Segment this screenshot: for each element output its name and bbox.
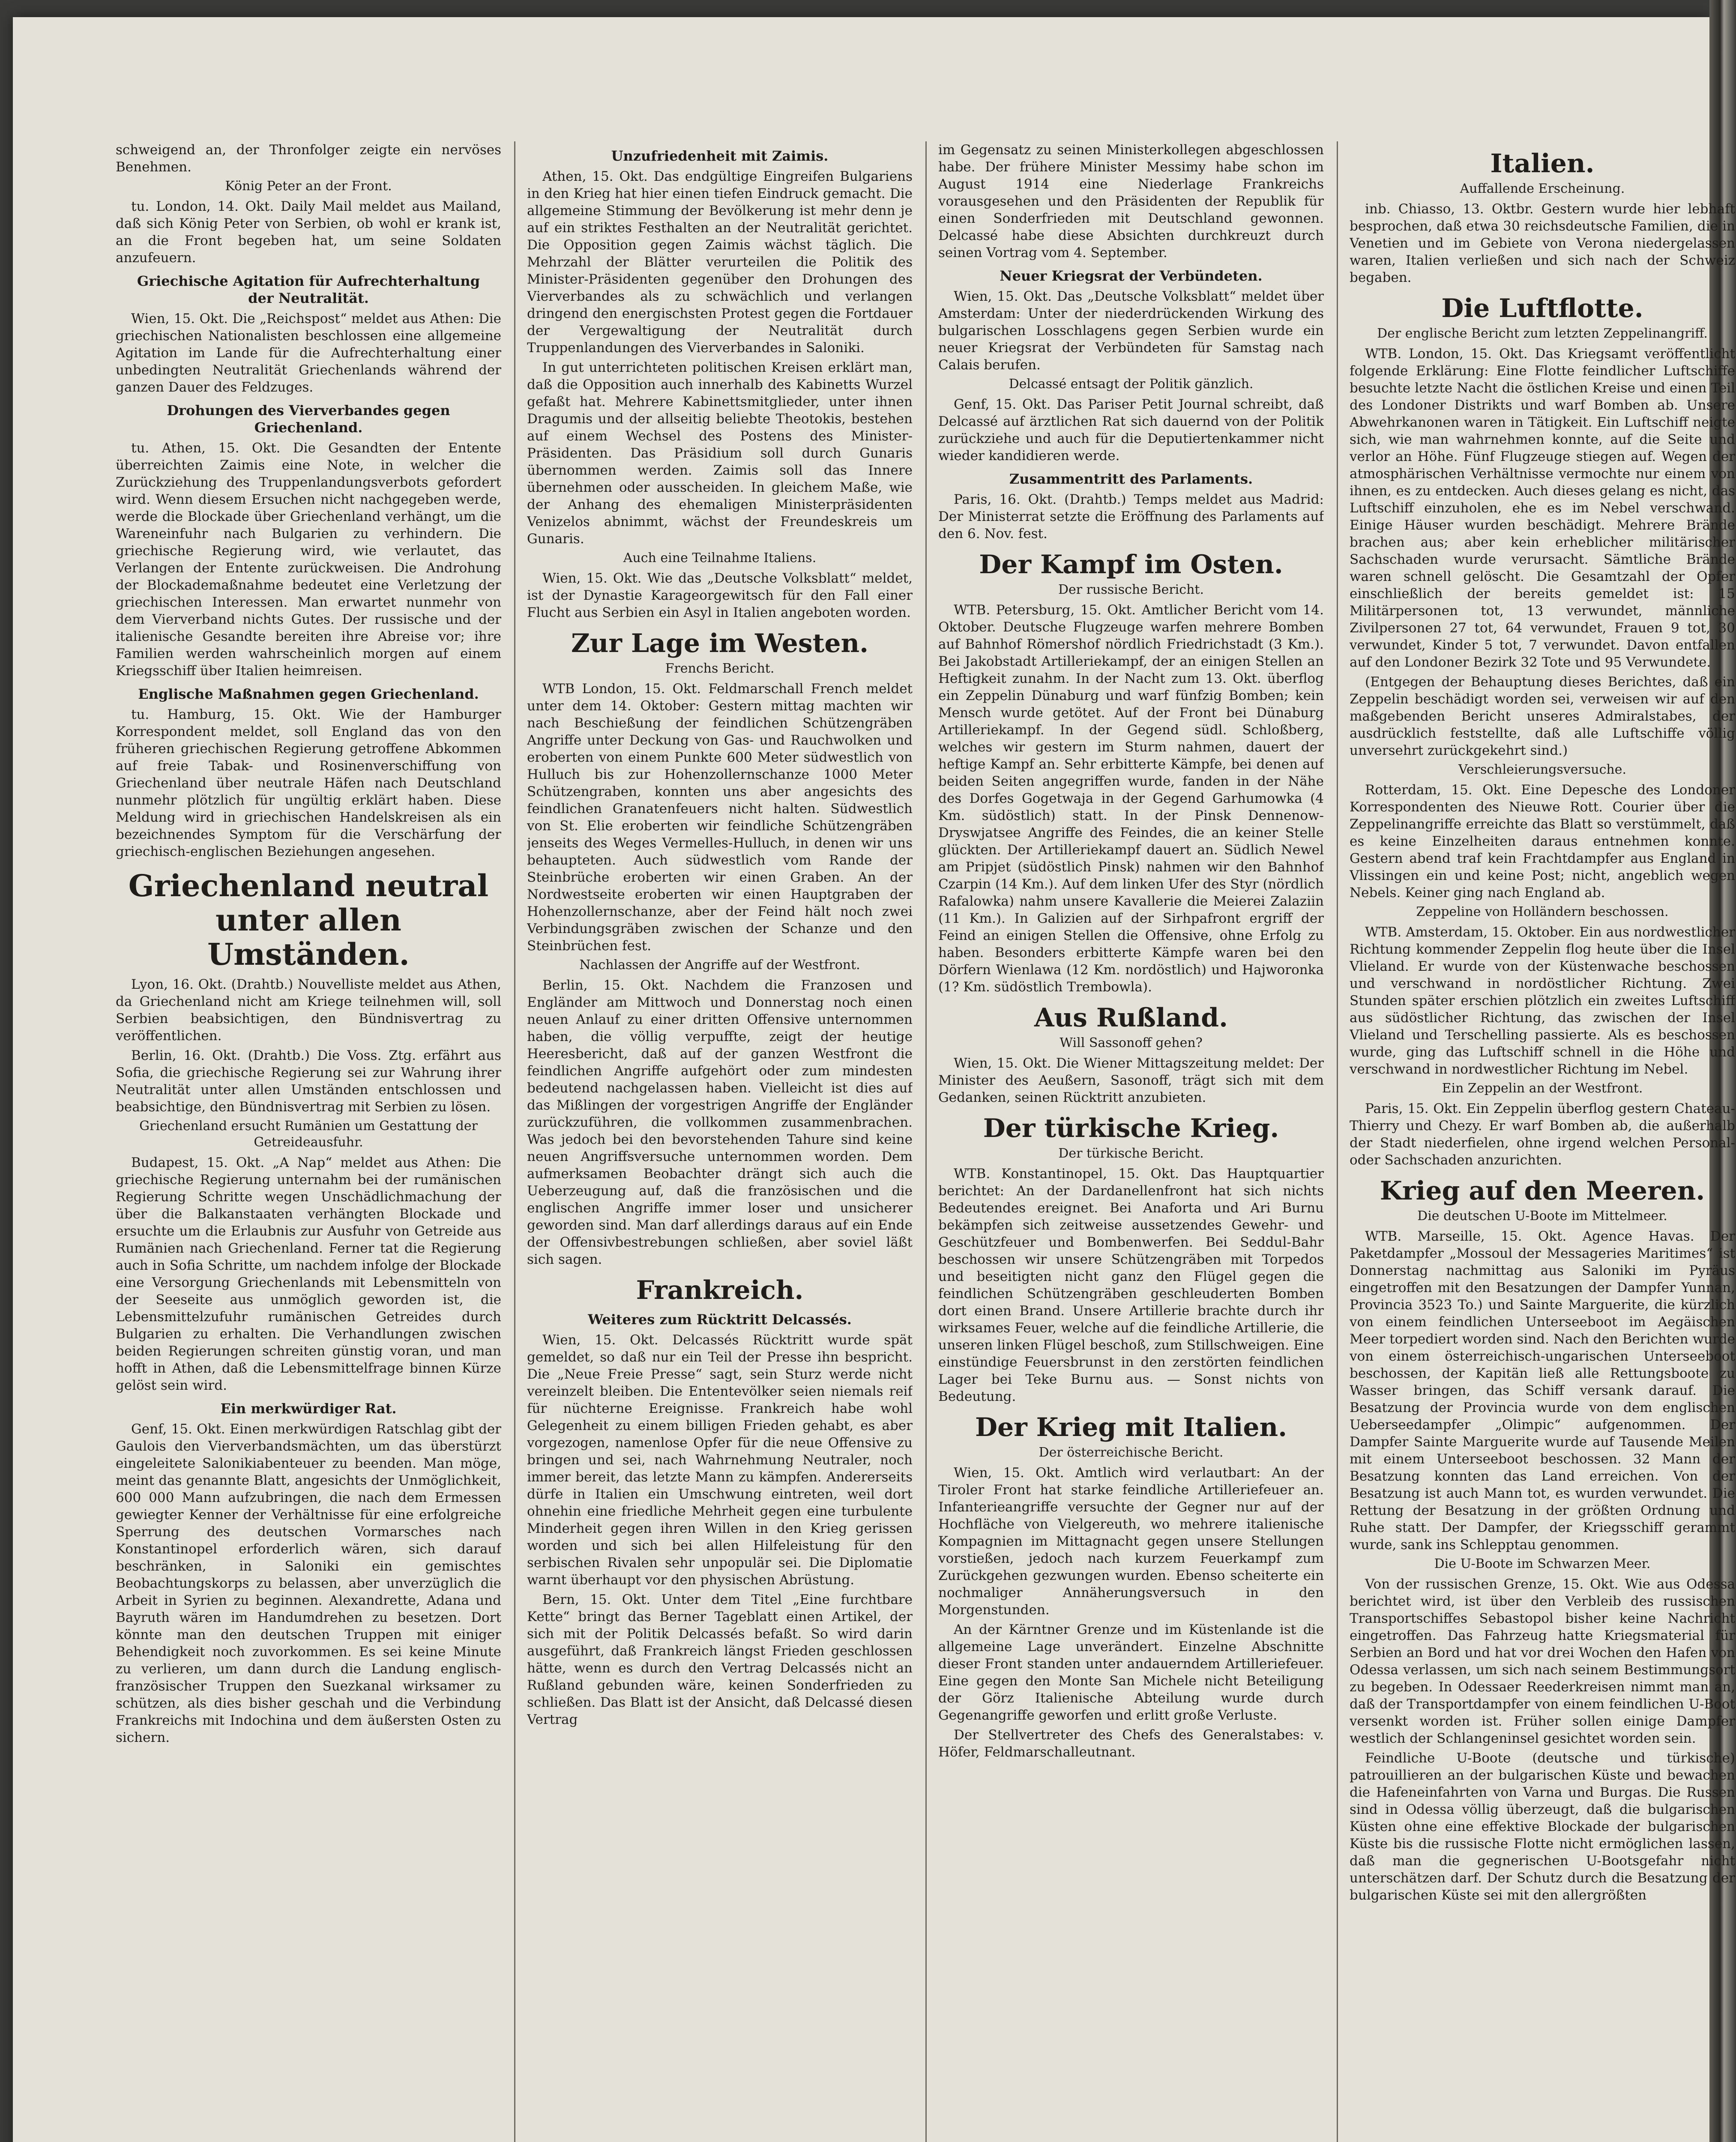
headline: Der Kampf im Osten. bbox=[979, 550, 1283, 580]
column-rule bbox=[925, 141, 927, 2142]
paragraph: In gut unterrichteten politischen Kreisen erklärt man, daß die Opposition auch innerhalb des Kabinetts Wurzel gefaßt hat. Mehrere Kabinettsmitglieder, unter ihnen Dragumis und der allseitig beliebte Theotokis, bestehen auf einem Wechsel des Postens des Minister-Präsidenten. Das Präsidium soll durch Gunaris übernommen werden. Zaimis soll das Innere übernehmen oder ausscheiden. In gleichem Maße, wie der Anhang des ehemaligen Ministerpräsidenten Venizelos abnimmt, wächst der Freundeskreis um Gunaris. bbox=[527, 360, 913, 547]
paragraph: tu. London, 14. Okt. Daily Mail meldet aus Mailand, daß sich König Peter von Serbien, ob wohl er krank ist, an die Front begeben hat, um seine Soldaten anzufeuern. bbox=[116, 199, 501, 266]
paragraph: Paris, 15. Okt. Ein Zeppelin überflog gestern Chateau-Thierry und Chezy. Er warf Bomben ab, die außerhalb der Stadt niederfielen, ohne irgend welchen Personal- oder Sachschaden anzurichten. bbox=[1350, 1101, 1735, 1168]
paragraph: Genf, 15. Okt. Das Pariser Petit Journal schreibt, daß Delcassé auf ärztlichen Rat sich dauernd von der Politik zurückziehe und auch für die Deputiertenkammer nicht wieder kandidieren werde. bbox=[938, 397, 1324, 464]
paragraph: WTB. Amsterdam, 15. Oktober. Ein aus nordwestlicher Richtung kommender Zeppelin flog heute über die Insel Vlieland. Er wurde von der Küstenwache beschossen und verschwand in nordöstlicher Richtung. Zwei Stunden später erschien plötzlich ein zweites Luftschiff aus südöstlicher Richtung, das zwischen der Insel Vlieland und Terschelling passierte. Als es beschossen wurde, ging das Luftschiff schnell in die Höhe und verschwand in nordwestlicher Richtung im Nebel. bbox=[1350, 924, 1735, 1077]
paragraph: Paris, 16. Okt. (Drahtb.) Temps meldet aus Madrid: Der Ministerrat setzte die Eröffnung des Parlaments auf den 6. Nov. fest. bbox=[938, 492, 1324, 541]
section-heading: Ein Zeppelin an der Westfront. bbox=[1442, 1081, 1643, 1096]
paragraph: Von der russischen Grenze, 15. Okt. Wie aus Odessa berichtet wird, ist über den Verbleib des russischen Transportschiffes Sebastopol bisher keine Nachricht eingetroffen. Das Fahrzeug hatte Kriegsmaterial für Serbien an Bord und hat vor drei Wochen den Hafen von Odessa verlassen, um sich nach seinem Bestimmungsort zu begeben. In Odessaer Reederkreisen nimmt man an, daß der Transportdampfer von einem feindlichen U-Boot versenkt worden ist. Früher sollen einige Dampfer westlich der Schlangeninsel gesichtet worden sein. bbox=[1350, 1577, 1735, 1746]
paragraph: Berlin, 16. Okt. (Drahtb.) Die Voss. Ztg. erfährt aus Sofia, die griechische Regierung sei zur Wahrung ihrer Neutralität unter allen Umständen entschlossen und beabsichtige, den Bündnisvertrag mit Serbien zu lösen. bbox=[116, 1048, 501, 1115]
column-3 bbox=[938, 141, 1324, 2142]
paragraph: tu. Athen, 15. Okt. Die Gesandten der Entente überreichten Zaimis eine Note, in welcher die Zurückziehung des Truppenlandungsverbots gefordert wird. Wenn diesem Ersuchen nicht nachgegeben werde, werde die Blockade über Griechenland verhängt, um die Wareneinfuhr nach Bulgarien zu verhindern. Die griechische Regierung wird, wie verlautet, das Verlangen der Entente zurückweisen. Die Androhung der Blockademaßnahme bedeutet eine Verletzung der griechischen Interessen. Man erwartet nunmehr von dem Vierverband nichts Gutes. Der russische und der italienische Gesandte bereiten ihre Abreise vor; ihre Familien werden wahrscheinlich morgen auf einem Kriegsschiff über Italien heimreisen. bbox=[116, 440, 501, 679]
sub-heading: Der österreichische Bericht. bbox=[1039, 1445, 1224, 1460]
paragraph: Lyon, 16. Okt. (Drahtb.) Nouvelliste meldet aus Athen, da Griechenland nicht am Kriege teilnehmen will, soll Serbien beabsichtigen, den Bündnisvertrag zu veröffentlichen. bbox=[116, 977, 501, 1044]
paragraph: WTB. Marseille, 15. Okt. Agence Havas. Der Paketdampfer „Mossoul der Messageries Maritimes“ ist Donnerstag nachmittag aus Saloniki im Pyräus eingetroffen mit den Besatzungen der Dampfer Yunnan, Provincia 3523 To.) und Sainte Marguerite, die kürzlich von einem feindlichen Unterseeboot im Aegäischen Meer torpediert worden sind. Nach den Berichten wurde von einem österreichisch-ungarischen Unterseeboot beschossen, der Kapitän ließ alle Rettungsboote zu Wasser bringen, das Schiff versank darauf. Die Besatzung der Provincia wurde von dem englischen Ueberseedampfer „Olimpic“ aufgenommen. Der Dampfer Sainte Marguerite wurde auf Tausende Meilen mit einem Unterseeboot beschossen. 32 Mann der Besatzung konnten das Land erreichen. Von der Besatzung ist auch Mann tot, es wurden verwundet. Die Rettung der Besatzung in der größten Ordnung und Ruhe statt. Der Dampfer, der Kriegsschiff gerammt wurde, sank ins Schlepptau genommen. bbox=[1350, 1229, 1735, 1553]
headline: Griechenland neutral unter allen Umständen. bbox=[128, 868, 489, 972]
paragraph: Feindliche U-Boote (deutsche und türkische) patrouillieren an der bulgarischen Küste und bewachen die Hafeneinfahrten von Varna und Burgas. Die Russen sind in Odessa völlig überzeugt, daß die bulgarischen Küsten ohne eine effektive Blockade der bulgarischen Küste bis die russische Flotte nicht ermöglichen lassen, daß man die gegnerischen U-Bootsgefahr nicht unterschätzen darf. Der Schutz durch die Besatzung der bulgarischen Küste sei mit den allergrößten bbox=[1350, 1750, 1735, 1903]
paragraph: Wien, 15. Okt. Amtlich wird verlautbart: An der Tiroler Front hat starke feindliche Artilleriefeuer an. Infanterieangriffe versuchte der Gegner nur auf der Hochfläche von Vielgereuth, wo mehrere italienische Kompagnien im Mittagnacht gegen unsere Stellungen vorstießen, jedoch nach kurzem Feuerkampf zum Zurückgehen gezwungen wurden. Ebenso scheiterte ein nochmaliger Annäherungsversuch in den Morgenstunden. bbox=[938, 1465, 1324, 1618]
paragraph: Athen, 15. Okt. Das endgültige Eingreifen Bulgariens in den Krieg hat hier einen tiefen Eindruck gemacht. Die allgemeine Stimmung der Bevölkerung ist mehr denn je auf ein striktes Festhalten an der Neutralität gerichtet. Die Opposition gegen Zaimis wächst täglich. Die Mehrzahl der Blätter verurteilen die Politik des Minister-Präsidenten gegenüber den Drohungen des Vierverbandes als zu schwächlich und verlangen dringend den energischsten Protest gegen die Fortdauer der Vergewaltigung der Neutralität durch Truppenlandungen des Vierverbandes in Saloniki. bbox=[527, 169, 913, 356]
section-heading: Die U-Boote im Schwarzen Meer. bbox=[1434, 1556, 1651, 1571]
section-heading: Zusammentritt des Parlaments. bbox=[1009, 471, 1253, 487]
paragraph: WTB. London, 15. Okt. Das Kriegsamt veröffentlicht folgende Erklärung: Eine Flotte feindlicher Luftschiffe besuchte letzte Nacht die östlichen Kreise und einen Teil des Londoner Distrikts und warf Bomben ab. Unsere Abwehrkanonen waren in Tätigkeit. Ein Luftschiff neigte sich, wie man wahrnehmen konnte, auf die Seite und verlor an Höhe. Fünf Flugzeuge stiegen auf. Wegen der atmosphärischen Verhältnisse vermochte nur einem von ihnen, es zu entdecken. Auch dieses gelang es nicht, das Luftschiff einzuholen, ehe es im Nebel verschwand. Einige Häuser wurden beschädigt. Mehrere Brände brachen aus; aber kein erheblicher militärischer Sachschaden wurde verursacht. Sämtliche Brände waren schnell gelöscht. Die Gesamtzahl der Opfer einschließlich der bereits gemeldet ist: 15 Militärpersonen tot, 13 verwundet, männliche Zivilpersonen 27 tot, 64 verwundet, Frauen 9 tot, 30 verwundet, Kinder 5 tot, 7 verwundet. Davon entfallen auf den Londoner Bezirk 32 Tote und 95 Verwundete. bbox=[1350, 346, 1735, 670]
column-2 bbox=[527, 141, 913, 2142]
paragraph: Wien, 15. Okt. Die „Reichspost“ meldet aus Athen: Die griechischen Nationalisten beschlossen eine allgemeine Agitation im Lande für die Aufrechterhaltung einer unbedingten Neutralität Griechenlands während der ganzen Dauer des Feldzuges. bbox=[116, 311, 501, 395]
paragraph: An der Kärntner Grenze und im Küstenlande ist die allgemeine Lage unverändert. Einzelne Abschnitte dieser Front standen unter andauerndem Artilleriefeuer. Eine gegen den Monte San Michele nicht Beteiligung der Görz Italienische Abteilung wurde durch Gegenangriffe geworfen und erlitt große Verluste. bbox=[938, 1622, 1324, 1723]
paragraph: Wien, 15. Okt. Wie das „Deutsche Volksblatt“ meldet, ist der Dynastie Karageorgewitsch für den Fall einer Flucht aus Serbien ein Asyl in Italien angeboten worden. bbox=[527, 571, 913, 620]
paragraph: WTB. Petersburg, 15. Okt. Amtlicher Bericht vom 14. Oktober. Deutsche Flugzeuge warfen mehrere Bomben auf Bahnhof Römershof nördlich Friedrichstadt (3 Km.). Bei Jakobstadt Artilleriekampf, der an einigen Stellen an Heftigkeit zunahm. In der Nacht zum 13. Okt. überflog ein Zeppelin Dünaburg und warf fünfzig Bomben; kein Mensch wurde getötet. Auf der Front bei Dünaburg Artilleriekampf. In der Gegend südl. Schloßberg, welches wir gestern im Sturm nahmen, dauert der heftige Kampf an. Sehr erbitterte Kämpfe, bei denen auf beiden Seiten angegriffen wurde, fanden in der Nähe des Dorfes Gogetwaja in der Gegend Garhumowka (4 Km. südöstlich) statt. In der Pinsk Dennenow-Dryswjatsee Angriffe des Feindes, die an keiner Stelle glückten. Der Artilleriekampf dauert an. Südlich Newel am Pripjet (südöstlich Pinsk) nahmen wir den Bahnhof Czarpin (14 Km.). Auf dem linken Ufer des Styr (nördlich Rafalowka) nahm unsere Kavallerie die Meierei Zalaziin (11 Km.). In Galizien auf der Sirhpafront ergriff der Feind an einigen Stellen die Offensive, ohne Erfolg zu haben. Besonders erbitterte Kämpfe waren bei den Dörfern Wienlawa (12 Km. nordöstlich) und Hajworonka (1? Km. südöstlich Trembowla). bbox=[938, 602, 1324, 995]
sub-heading: Der englische Bericht zum letzten Zeppelinangriff. bbox=[1377, 326, 1708, 341]
sub-heading: Will Sassonoff gehen? bbox=[1060, 1035, 1203, 1050]
section-heading: Griechische Agitation für Aufrechterhaltung der Neutralität. bbox=[137, 273, 480, 306]
paragraph: inb. Chiasso, 13. Oktbr. Gestern wurde hier lebhaft besprochen, daß etwa 30 reichsdeutsche Familien, die in Venetien und im Gebiete von Verona niedergelassen waren, Italien verließen und sich nach der Schweiz begaben. bbox=[1350, 201, 1735, 285]
sub-heading: Der türkische Bericht. bbox=[1058, 1146, 1204, 1161]
paragraph: im Gegensatz zu seinen Ministerkollegen abgeschlossen habe. Der frühere Minister Messimy habe schon im August 1914 eine Niederlage Frankreichs vorausgesehen und den Präsidenten der Republik für einen Sonderfrieden mit Deutschland gewonnen. Delcassé habe diese Absichten durchkreuzt durch seinen Vortrag vom 4. September. bbox=[938, 142, 1324, 260]
paragraph: WTB. Konstantinopel, 15. Okt. Das Hauptquartier berichtet: An der Dardanellenfront hat sich nichts Bedeutendes ereignet. Bei Anaforta und Ari Burnu bekämpfen sich zeitweise aussetzendes Gewehr- und Geschützfeuer und Bombenwerfen. Bei Seddul-Bahr beschossen wir unsere Schützengräben mit Torpedos und beseitigten nicht ganz den Flügel gegen die feindlichen Schützengräben geschleuderten Bomben dort einen Brand. Unsere Artillerie brachte durch ihr wirksames Feuer, welche auf die feindliche Artillerie, die unseren linken Flügel beschoß, zum Stillschweigen. Eine einstündige Feuersbrunst in den zerstörten feindlichen Lager bei Teke Burnu aus. — Sonst nichts von Bedeutung. bbox=[938, 1166, 1324, 1404]
column-rule bbox=[514, 141, 515, 2142]
section-heading: Auch eine Teilnahme Italiens. bbox=[623, 550, 817, 565]
section-heading: Unzufriedenheit mit Zaimis. bbox=[611, 148, 829, 164]
section-heading: Neuer Kriegsrat der Verbündeten. bbox=[1000, 268, 1263, 284]
paragraph: Genf, 15. Okt. Einen merkwürdigen Ratschlag gibt der Gaulois den Vierverbandsmächten, um das überstürzt eingeleitete Salonikiabenteuer zu beenden. Man möge, meint das genannte Blatt, angesichts der Unmöglichkeit, 600 000 Mann aufzubringen, die nach dem Ermessen gewiegter Kenner der Verhältnisse für eine erfolgreiche Sperrung des deutschen Vormarsches nach Konstantinopel erforderlich wären, sich darauf beschränken, in Saloniki ein gemischtes Beobachtungskorps zu belassen, aber unverzüglich die Arbeit in Syrien zu beginnen. Alexandrette, Adana und Bayruth wären im Handumdrehen zu besetzen. Dort könnte man den deutschen Truppen mit einiger Behendigkeit noch zuvorkommen. Es sei keine Minute zu verlieren, um dann durch die Landung englisch-französischer Truppen den Suezkanal wirksamer zu schützen, als dies bisher geschah und die Verbindung Frankreichs mit Indochina und dem äußersten Osten zu sichern. bbox=[116, 1421, 501, 1745]
paragraph: Berlin, 15. Okt. Nachdem die Franzosen und Engländer am Mittwoch und Donnerstag noch einen neuen Anlauf zu einer dritten Offensive unternommen haben, die völlig verpuffte, zeigt der heutige Heeresbericht, daß auf der ganzen Westfront die feindlichen Angriffe aufgehört oder zum mindesten bedeutend nachgelassen haben. Vielleicht ist dies auf das Mißlingen der vorgestrigen Angriffe der Engländer zurückzuführen, die vollkommen zusammenbrachen. Was jedoch bei den bevorstehenden Tahure sind keine neuen Angriffsversuche unternommen worden. Dem aufmerksamen Beobachter drängt sich auch die Ueberzeugung auf, daß die französischen und die englischen Angriffe immer loser und unsicherer geworden sind. Man darf allerdings daraus auf ein Ende der Offensivbestrebungen schließen, aber soviel läßt sich sagen. bbox=[527, 978, 913, 1267]
section-heading: Ein merkwürdiger Rat. bbox=[220, 1400, 397, 1417]
headline: Die Luftflotte. bbox=[1441, 293, 1643, 323]
headline: Der türkische Krieg. bbox=[983, 1113, 1279, 1143]
headline: Italien. bbox=[1490, 149, 1595, 179]
section-heading: Griechenland ersucht Rumänien um Gestattung der Getreideausfuhr. bbox=[139, 1119, 478, 1150]
section-heading: Englische Maßnahmen gegen Griechenland. bbox=[138, 686, 479, 702]
section-heading: Delcassé entsagt der Politik gänzlich. bbox=[1009, 377, 1254, 392]
headline: Frankreich. bbox=[636, 1275, 804, 1305]
headline: Zur Lage im Westen. bbox=[571, 628, 868, 658]
paragraph: WTB London, 15. Okt. Feldmarschall French meldet unter dem 14. Oktober: Gestern mittag machten wir nach Beschießung der feindlichen Schützengräben Angriffe unter Deckung von Gas- und Rauchwolken und eroberten von einem Punkte 600 Meter südwestlich von Hulluch bis zur Hohenzollernschanze 1000 Meter Schützengraben, konnten uns aber angesichts des feindlichen Granatenfeuers nicht halten. Südwestlich von St. Elie eroberten wir feindliche Schützengräben jenseits des Weges Vermelles-Hulluch, in denen wir uns behaupteten. Auch südwestlich vom Rande der Steinbrüche eroberten wir einen Graben. An der Nordwestseite eroberten wir einen Hauptgraben der Hohenzollernschanze, aber der Feind hält noch zwei Verbindungsgräben zwischen der Schanze und den Steinbrüchen fest. bbox=[527, 681, 913, 954]
section-heading: König Peter an der Front. bbox=[225, 179, 392, 194]
article-columns bbox=[116, 141, 1735, 2142]
sub-heading: Die deutschen U-Boote im Mittelmeer. bbox=[1417, 1209, 1667, 1224]
column-1 bbox=[116, 141, 501, 2142]
column-4 bbox=[1350, 141, 1735, 2142]
section-heading: Drohungen des Vierverbandes gegen Griechenland. bbox=[167, 402, 450, 436]
paragraph: Wien, 15. Okt. Delcassés Rücktritt wurde spät gemeldet, so daß nur ein Teil der Presse ihn bespricht. Die „Neue Freie Presse“ sagt, sein Sturz werde nicht vereinzelt bleiben. Die Ententevölker seien niemals reif für nüchterne Ereignisse. Frankreich habe wohl Gelegenheit zu einem billigen Frieden gehabt, es aber vorgezogen, namenlose Opfer für die neue Offensive zu bringen und sei, nach Wahrnehmung Neutraler, noch immer bereit, das letzte Mann zu kämpfen. Andererseits dürfe in Italien ein Umschwung eintreten, weil dort ohnehin eine friedliche Mehrheit gegen eine turbulente Minderheit gegen ihren Willen in den Krieg gerissen worden und sich bei allen Hilfeleistung für den serbischen Rivalen sehr unpopulär sei. Die Diplomatie warnt überhaupt vor den physischen Abrüstung. bbox=[527, 1332, 913, 1588]
sub-heading: Auffallende Erscheinung. bbox=[1460, 181, 1625, 196]
headline: Der Krieg mit Italien. bbox=[975, 1412, 1287, 1442]
sub-heading: Frenchs Bericht. bbox=[665, 661, 775, 676]
paragraph: schweigend an, der Thronfolger zeigte ein nervöses Benehmen. bbox=[116, 142, 501, 175]
section-heading: Zeppeline von Holländern beschossen. bbox=[1416, 904, 1669, 919]
column-rule bbox=[1337, 141, 1338, 2142]
headline: Krieg auf den Meeren. bbox=[1380, 1176, 1705, 1206]
section-heading: Weiteres zum Rücktritt Delcassés. bbox=[588, 1311, 852, 1328]
paragraph: (Entgegen der Behauptung dieses Berichtes, daß ein Zeppelin beschädigt worden sei, verweisen wir auf den maßgebenden Bericht unseres Admiralstabes, der ausdrücklich feststellte, daß alle Luftschiffe völlig unversehrt zurückgekehrt sind.) bbox=[1350, 674, 1735, 758]
section-heading: Verschleierungsversuche. bbox=[1458, 762, 1626, 777]
paragraph: Rotterdam, 15. Okt. Eine Depesche des Londoner Korrespondenten des Nieuwe Rott. Courier über die Zeppelinangriffe erreichte das Blatt so verstümmelt, daß es keine Einzelheiten daraus entnehmen konnte. Gestern abend traf kein Frachtdampfer aus England in Vlissingen ein und keine Post; nicht, angeblich wegen Nebels. Keiner ging nach England ab. bbox=[1350, 782, 1735, 900]
paragraph: Budapest, 15. Okt. „A Nap“ meldet aus Athen: Die griechische Regierung unternahm bei der rumänischen Regierung Schritte wegen Unschädlichmachung der über die Balkanstaaten verhängten Blockade und ersuchte um die Erlaubnis zur Ausfuhr von Getreide aus Rumänien nach Griechenland. Ferner tat die Regierung auch in Sofia Schritte, um nachdem infolge der Blockade eine Versorgung Griechenlands mit Lebensmitteln von der Seeseite aus unmöglich geworden ist, die Lebensmittelzufuhr rumänischen Getreides durch Bulgarien zu erhalten. Die Verhandlungen zwischen beiden Regierungen schreiten günstig voran, und man hofft in Athen, daß die Lebensmittelfrage binnen Kürze gelöst sein wird. bbox=[116, 1155, 501, 1393]
paragraph: Der Stellvertreter des Chefs des Generalstabes: v. Höfer, Feldmarschalleutnant. bbox=[938, 1727, 1324, 1760]
paragraph: Bern, 15. Okt. Unter dem Titel „Eine furchtbare Kette“ bringt das Berner Tageblatt einen Artikel, der sich mit der Politik Delcassés befaßt. So wird darin ausgeführt, daß Frankreich längst Frieden geschlossen hätte, wenn es durch den Vertrag Delcassés nicht an Rußland gebunden wäre, keinen Sonderfrieden zu schließen. Das Blatt ist der Ansicht, daß Delcassé diesen Vertrag bbox=[527, 1592, 913, 1727]
paragraph: Wien, 15. Okt. Das „Deutsche Volksblatt“ meldet über Amsterdam: Unter der niederdrückenden Wirkung des bulgarischen Losschlagens gegen Serbien wurde ein neuer Kriegsrat der Verbündeten für Samstag nach Calais berufen. bbox=[938, 289, 1324, 373]
section-heading: Nachlassen der Angriffe auf der Westfront. bbox=[579, 957, 860, 972]
paragraph: tu. Hamburg, 15. Okt. Wie der Hamburger Korrespondent meldet, soll England das von den früheren griechischen Regierung getroffene Abkommen auf freie Tabak- und Rosinenverschiffung von Griechenland über neutrale Häfen nach Deutschland nunmehr plötzlich für ungültig erklärt haben. Diese Meldung wird in griechischen Handelskreisen als ein bezeichnendes Symptom für die Verschärfung der griechisch-englischen Beziehungen angesehen. bbox=[116, 707, 501, 859]
sub-heading: Der russische Bericht. bbox=[1058, 582, 1204, 597]
headline: Aus Rußland. bbox=[1034, 1003, 1228, 1033]
paragraph: Wien, 15. Okt. Die Wiener Mittagszeitung meldet: Der Minister des Aeußern, Sasonoff, trägt sich mit dem Gedanken, seinen Rücktritt anzubieten. bbox=[938, 1056, 1324, 1105]
